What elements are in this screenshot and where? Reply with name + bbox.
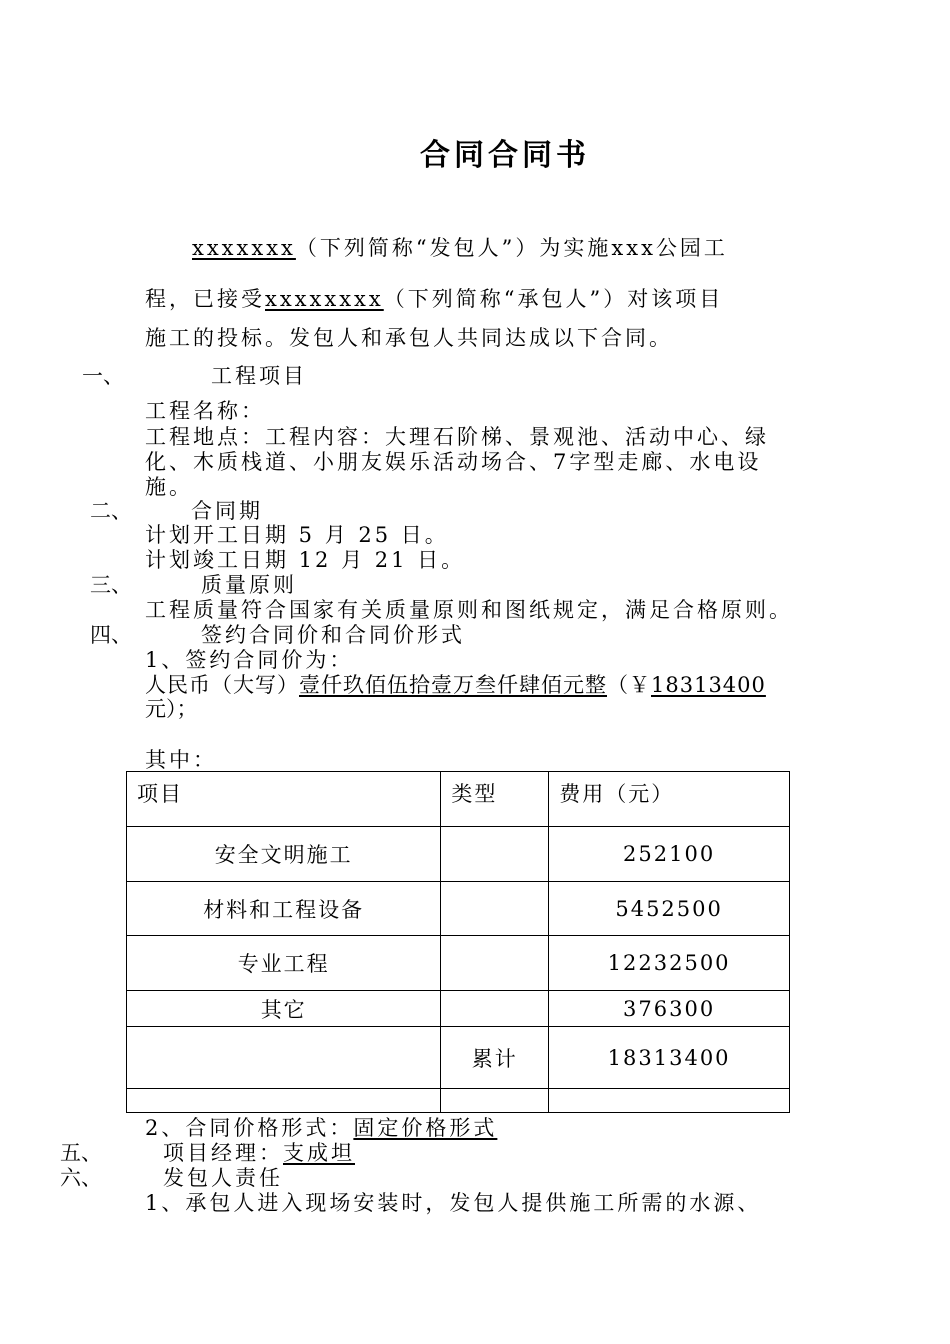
table-cell-cost: 376300 xyxy=(549,991,790,1027)
table-cell-cost: 12232500 xyxy=(549,936,790,991)
planned-start-date: 计划开工日期 5 月 25 日。 xyxy=(145,523,449,547)
table-cell-cost: 18313400 xyxy=(549,1027,790,1089)
of-which-label: 其中： xyxy=(145,748,217,772)
party-a-placeholder: xxxxxxx xyxy=(192,236,296,260)
section-2-heading: 合同期 xyxy=(191,499,263,523)
planned-completion-date: 计划竣工日期 12 月 21 日。 xyxy=(145,548,466,572)
table-cell-cost: 252100 xyxy=(549,827,790,882)
project-location-line-1: 工程地点：工程内容：大理石阶梯、景观池、活动中心、绿 xyxy=(145,425,769,449)
table-header-item: 项目 xyxy=(127,772,441,827)
price-form-line: 2、合同价格形式：固定价格形式 xyxy=(145,1116,498,1140)
section-4-number: 四、 xyxy=(90,623,132,647)
contract-price-number: 18313400 xyxy=(651,673,766,697)
table-row xyxy=(127,827,790,882)
section-5-number: 五、 xyxy=(60,1141,102,1165)
table-header-type: 类型 xyxy=(441,772,549,827)
table-cell-type xyxy=(441,991,549,1027)
table-cell-cost xyxy=(549,1089,790,1113)
section-3-number: 三、 xyxy=(90,573,132,597)
intro-line-2: 程，已接受xxxxxxxx（下列简称“承包人”）对该项目 xyxy=(145,287,724,311)
project-manager-line: 项目经理：支成坦 xyxy=(163,1141,355,1165)
table-cell-type: 累计 xyxy=(441,1027,549,1089)
table-header-row xyxy=(127,772,790,827)
section-6-heading: 发包人责任 xyxy=(163,1166,283,1190)
table-header-cost: 费用（元） xyxy=(549,772,790,827)
intro-line-1: xxxxxxx（下列简称“发包人”）为实施xxx公园工 xyxy=(192,236,728,260)
section-6-number: 六、 xyxy=(60,1166,102,1190)
price-form-value: 固定价格形式 xyxy=(353,1116,498,1140)
table-cell-item xyxy=(127,1089,441,1113)
table-cell-type xyxy=(441,1089,549,1113)
page-title: 合同合同书 xyxy=(420,138,590,173)
intro-line-3: 施工的投标。发包人和承包人共同达成以下合同。 xyxy=(145,326,673,350)
party-b-placeholder: xxxxxxxx xyxy=(265,287,384,311)
employer-duty-1: 1、承包人进入现场安装时，发包人提供施工所需的水源、 xyxy=(145,1191,762,1215)
quality-standard-text: 工程质量符合国家有关质量原则和图纸规定，满足合格原则。 xyxy=(145,598,793,622)
project-location-line-3: 施。 xyxy=(145,475,193,499)
table-cell-item: 专业工程 xyxy=(127,936,441,991)
fee-breakdown-table xyxy=(126,771,790,1113)
table-cell-item: 安全文明施工 xyxy=(127,827,441,882)
contract-price-label: 1、签约合同价为： xyxy=(145,648,354,672)
table-cell-cost: 5452500 xyxy=(549,882,790,936)
section-4-heading: 签约合同价和合同价形式 xyxy=(201,623,465,647)
table-cell-item: 材料和工程设备 xyxy=(127,882,441,936)
table-row xyxy=(127,991,790,1027)
table-cell-type xyxy=(441,827,549,882)
table-row xyxy=(127,936,790,991)
section-2-number: 二、 xyxy=(90,499,132,523)
section-3-heading: 质量原则 xyxy=(201,573,297,597)
project-manager-name: 支成坦 xyxy=(283,1141,355,1165)
table-total-row xyxy=(127,1027,790,1089)
project-name-label: 工程名称： xyxy=(145,399,265,423)
contract-price-line: 人民币（大写）壹仟玖佰伍拾壹万叁仟肆佰元整（￥18313400 xyxy=(145,673,766,697)
section-1-number: 一、 xyxy=(82,364,124,388)
contract-price-uppercase: 壹仟玖佰伍拾壹万叁仟肆佰元整 xyxy=(299,673,607,697)
table-cell-item xyxy=(127,1027,441,1089)
table-cell-type xyxy=(441,882,549,936)
table-cell-item: 其它 xyxy=(127,991,441,1027)
project-location-line-2: 化、木质栈道、小朋友娱乐活动场合、7字型走廊、水电设 xyxy=(145,450,762,474)
table-row xyxy=(127,1089,790,1113)
project-name-placeholder: xxx xyxy=(611,236,656,260)
table-row xyxy=(127,882,790,936)
contract-price-close: 元）； xyxy=(145,697,198,721)
section-1-heading: 工程项目 xyxy=(211,364,307,388)
table-cell-type xyxy=(441,936,549,991)
